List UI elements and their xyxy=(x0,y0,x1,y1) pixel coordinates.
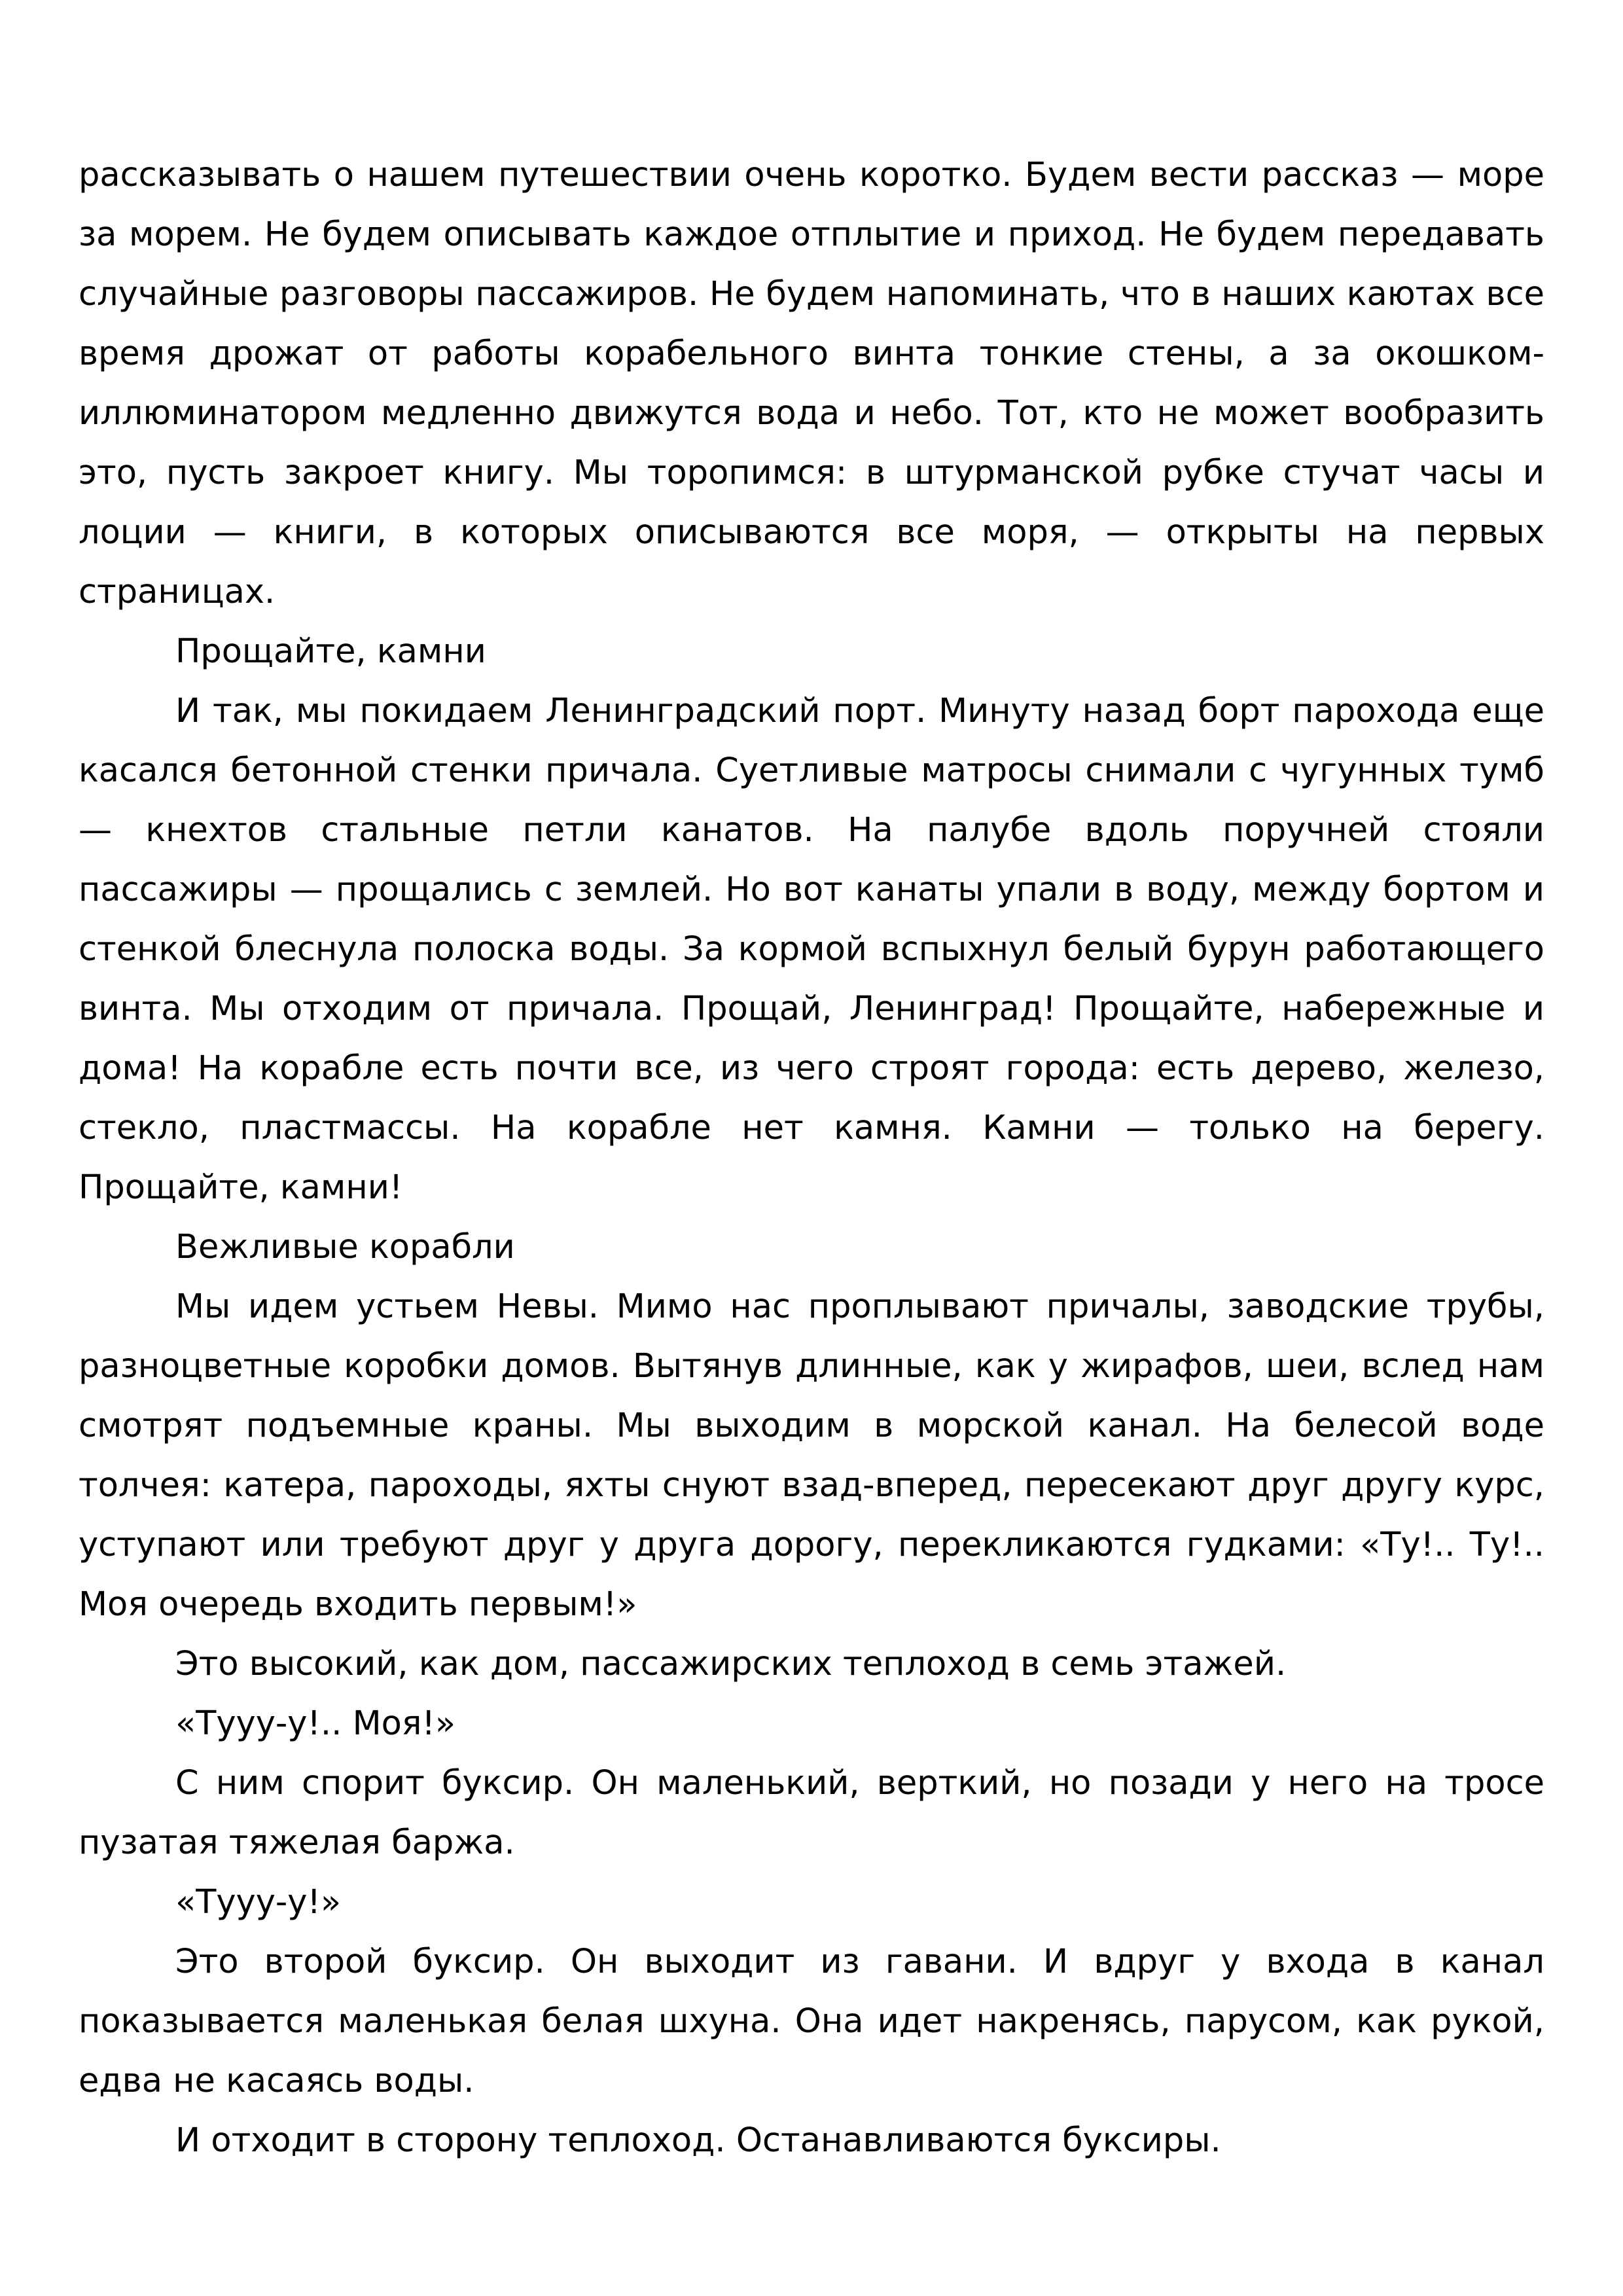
paragraph-horn-second: «Тууу-у!» xyxy=(175,1883,342,1922)
paragraph-leaving-port: И так, мы покидаем Ленинградский порт. Минуту назад борт парохода еще касался бетонной стенки причала. Суетливые матросы снимали с чугунных тумб — кнехтов стальные петли канатов. На палубе вдоль поручней стояли пассажиры — прощались с землей. Но вот канаты упали в воду, между бортом и стенкой блеснула полоска воды. За кормой вспыхнул белый бурун работающего винта. Мы отходим от причала. Прощай, Ленинград! Прощайте, набережные и дома! На корабле есть почти все, из чего строят города: есть дерево, железо, стекло, пластмассы. На корабле нет камня. Камни — только на берегу. Прощайте, камни! xyxy=(79,692,1544,1207)
paragraph-tugboat: С ним спорит буксир. Он маленький, верткий, но позади у него на тросе пузатая тяжелая баржа. xyxy=(79,1764,1544,1862)
paragraph-intro: рассказывать о нашем путешествии очень коротко. Будем вести рассказ — море за морем. Не будем описывать каждое отплытие и приход. Не будем передавать случайные разговоры пассажиров. Не будем напоминать, что в наших каютах все время дрожат от работы корабельного винта тонкие стены, а за окошком-иллюминатором медленно движутся вода и небо. Тот, кто не может вообразить это, пусть закроет книгу. Мы торопимся: в штурманской рубке стучат часы и лоции — книги, в которых описываются все моря, — открыты на первых страницах. xyxy=(79,156,1544,611)
paragraph-motor-ship: Это высокий, как дом, пассажирских теплоход в семь этажей. xyxy=(175,1645,1287,1683)
section-heading-farewell-stones: Прощайте, камни xyxy=(175,632,486,671)
paragraph-ships-yield: И отходит в сторону теплоход. Останавливаются буксиры. xyxy=(175,2121,1221,2160)
paragraph-neva-mouth: Мы идем устьем Невы. Мимо нас проплывают причалы, заводские трубы, разноцветные коробки домов. Вытянув длинные, как у жирафов, шеи, вслед нам смотрят подъемные краны. Мы выходим в морской канал. На белесой воде толчея: катера, пароходы, яхты снуют взад-вперед, пересекают друг другу курс, уступают или требуют друг у друга дорогу, перекликаются гудками: «Ту!.. Ту!.. Моя очередь входить первым!» xyxy=(79,1287,1544,1624)
paragraph-horn-mine: «Тууу-у!.. Моя!» xyxy=(175,1704,456,1743)
paragraph-schooner: Это второй буксир. Он выходит из гавани. И вдруг у входа в канал показывается маленькая белая шхуна. Она идет накренясь, парусом, как рукой, едва не касаясь воды. xyxy=(79,1943,1544,2100)
section-heading-polite-ships: Вежливые корабли xyxy=(175,1228,515,1266)
document-page xyxy=(79,145,1544,2170)
